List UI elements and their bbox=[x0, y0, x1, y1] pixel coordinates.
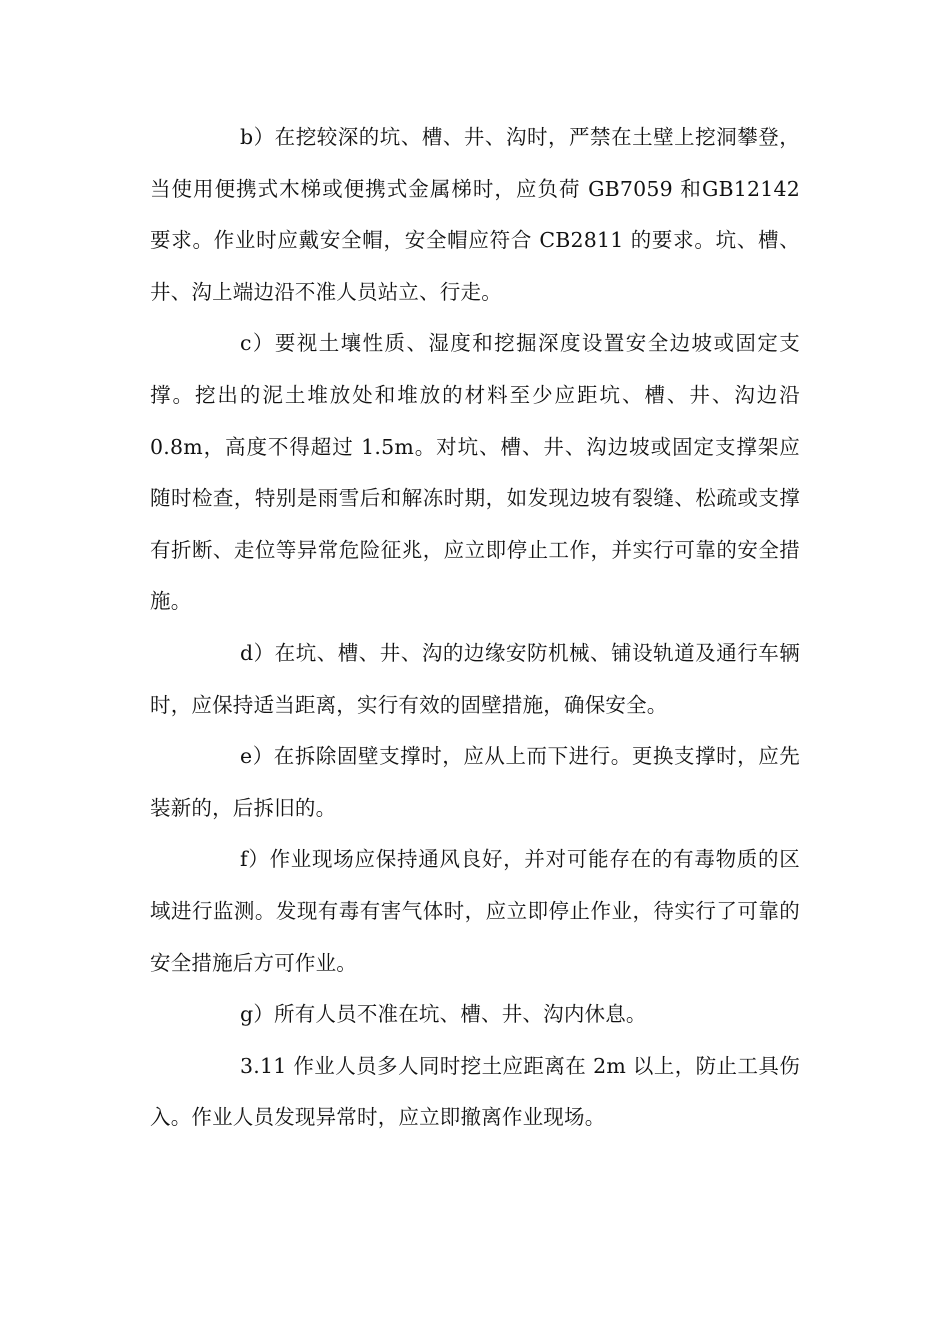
document-body bbox=[150, 112, 800, 1144]
paragraph-g: g）所有人员不准在坑、槽、井、沟内休息。 bbox=[240, 1002, 647, 1027]
paragraph-b: b）在挖较深的坑、槽、井、沟时，严禁在土壁上挖洞攀登，当使用便携式木梯或便携式金属梯时，应负荷 GB7059 和GB12142 要求。作业时应戴安全帽，安全帽应符合 CB2811 的要求。坑、槽、井、沟上端边沿不准人员站立、行走。 bbox=[150, 125, 800, 304]
paragraph-3-11: 3.11 作业人员多人同时挖土应距离在 2m 以上，防止工具伤入。作业人员发现异常时，应立即撤离作业现场。 bbox=[150, 1053, 800, 1130]
paragraph-f: f）作业现场应保持通风良好，并对可能存在的有毒物质的区域进行监测。发现有毒有害气体时，应立即停止作业，待实行了可靠的安全措施后方可作业。 bbox=[150, 847, 800, 975]
paragraph-c: c）要视土壤性质、湿度和挖掘深度设置安全边坡或固定支撑。挖出的泥土堆放处和堆放的材料至少应距坑、槽、井、沟边沿 0.8m，高度不得超过 1.5m。对坑、槽、井、沟边坡或固定支撑架应随时检查，特别是雨雪后和解冻时期，如发现边坡有裂缝、松疏或支撑有折断、走位等异常危险征兆，应立即停止工作，并实行可靠的安全措施。 bbox=[150, 331, 800, 614]
paragraph-d: d）在坑、槽、井、沟的边缘安防机械、铺设轨道及通行车辆时，应保持适当距离，实行有效的固壁措施，确保安全。 bbox=[150, 640, 800, 717]
paragraph-e: e）在拆除固壁支撑时，应从上而下进行。更换支撑时，应先装新的，后拆旧的。 bbox=[150, 744, 800, 820]
